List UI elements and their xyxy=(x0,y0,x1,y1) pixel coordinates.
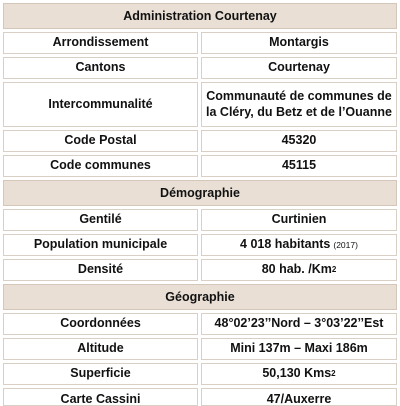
value-densite xyxy=(201,259,397,281)
row-carte-cassini xyxy=(3,388,397,406)
value-coordonnees: 48°02’23’’Nord – 3°03’22’’Est xyxy=(201,313,397,335)
row-population xyxy=(3,234,397,256)
label-coordonnees: Coordonnées xyxy=(3,313,198,335)
section-title-demographie: Démographie xyxy=(3,180,397,206)
value-intercommunalite xyxy=(201,82,397,127)
value-carte-cassini: 47/Auxerre xyxy=(201,388,397,406)
label-intercommunalite: Intercommunalité xyxy=(3,82,198,127)
label-code-communes: Code communes xyxy=(3,155,198,177)
row-superficie xyxy=(3,363,397,385)
row-altitude xyxy=(3,338,397,360)
value-intercommunalite-line2: la Cléry, du Betz et de l’Ouanne xyxy=(206,104,392,119)
row-code-communes xyxy=(3,155,397,177)
value-code-communes: 45115 xyxy=(201,155,397,177)
row-cantons xyxy=(3,57,397,79)
value-population-year: (2017) xyxy=(333,239,358,250)
label-carte-cassini: Carte Cassini xyxy=(3,388,198,406)
label-gentile: Gentilé xyxy=(3,209,198,231)
value-altitude: Mini 137m – Maxi 186m xyxy=(201,338,397,360)
label-arrondissement: Arrondissement xyxy=(3,32,198,54)
row-intercommunalite xyxy=(3,82,397,127)
value-population xyxy=(201,234,397,256)
value-intercommunalite-line1: Communauté de communes de xyxy=(206,88,392,103)
value-cantons: Courtenay xyxy=(201,57,397,79)
label-population: Population municipale xyxy=(3,234,198,256)
label-altitude: Altitude xyxy=(3,338,198,360)
value-gentile: Curtinien xyxy=(201,209,397,231)
value-densite-sup: 2 xyxy=(331,265,337,274)
label-code-postal: Code Postal xyxy=(3,130,198,152)
section-title-administration: Administration Courtenay xyxy=(3,3,397,29)
value-code-postal: 45320 xyxy=(201,130,397,152)
row-coordonnees xyxy=(3,313,397,335)
value-arrondissement: Montargis xyxy=(201,32,397,54)
row-code-postal xyxy=(3,130,397,152)
row-densite xyxy=(3,259,397,281)
label-superficie: Superficie xyxy=(3,363,198,385)
section-title-geographie: Géographie xyxy=(3,284,397,310)
value-superficie xyxy=(201,363,397,385)
value-population-count: 4 018 habitants xyxy=(240,237,331,252)
label-densite: Densité xyxy=(3,259,198,281)
value-superficie-text: 50,130 Kms xyxy=(262,366,332,381)
row-arrondissement xyxy=(3,32,397,54)
value-densite-text: 80 hab. /Km xyxy=(261,262,332,277)
value-superficie-sup: 2 xyxy=(331,369,336,378)
label-cantons: Cantons xyxy=(3,57,198,79)
row-gentile xyxy=(3,209,397,231)
